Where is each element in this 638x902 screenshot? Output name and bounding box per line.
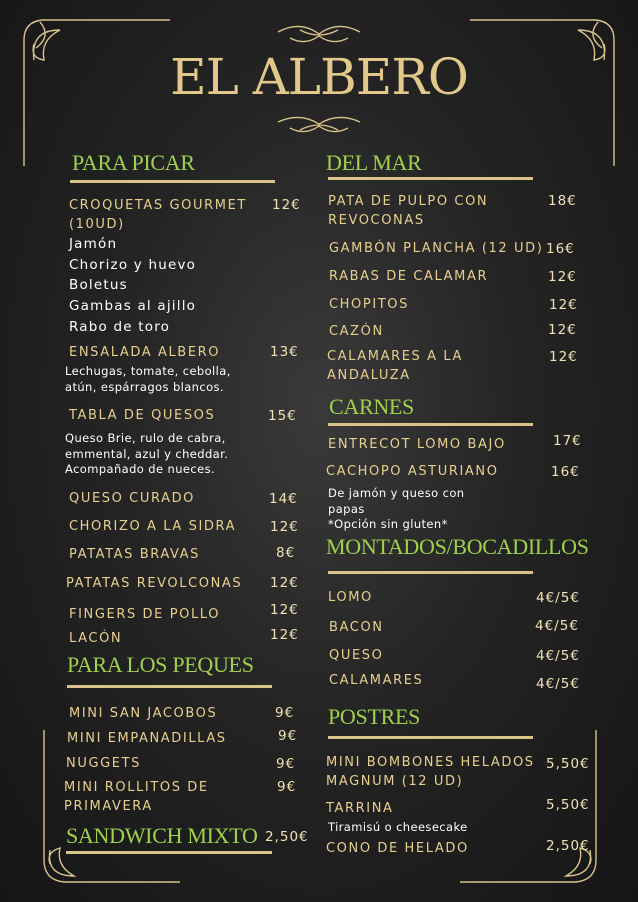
menu-item: CHOPITOS: [329, 297, 409, 312]
section-divider: [328, 736, 533, 739]
price: 12€: [548, 322, 577, 338]
price: 9€: [275, 705, 295, 721]
croquetas-flavor: Rabo de toro: [69, 319, 171, 335]
croquetas-flavor: Jamón: [69, 236, 118, 252]
menu-item: MINI BOMBONES HELADOS MAGNUM (12 UD): [326, 755, 535, 789]
price: 9€: [277, 779, 297, 795]
section-heading-para-picar: PARA PICAR: [72, 150, 195, 175]
price: 16€: [546, 241, 575, 257]
section-divider: [67, 685, 272, 688]
price: 2,50€: [546, 838, 590, 854]
menu-item: CAZÓN: [329, 324, 384, 339]
menu-item: RABAS DE CALAMAR: [329, 269, 489, 284]
section-heading-peques: PARA LOS PEQUES: [67, 652, 254, 677]
croquetas-flavor: Chorizo y huevo: [69, 257, 197, 273]
section-divider: [70, 180, 275, 183]
price: 5,50€: [546, 797, 590, 813]
section-divider: [328, 423, 533, 426]
price: 16€: [551, 464, 580, 480]
menu-item: ENTRECOT LOMO BAJO: [328, 437, 506, 452]
menu-item: PATA DE PULPO CON REVOCONAS: [328, 194, 489, 228]
menu-item: CALAMARES A LA ANDALUZA: [327, 349, 464, 383]
menu-item: CONO DE HELADO: [326, 841, 469, 856]
menu-item: BACON: [329, 620, 384, 635]
section-heading-sandwich: SANDWICH MIXTO: [66, 823, 258, 848]
price: 4€/5€: [536, 590, 580, 606]
price: 18€: [548, 193, 577, 209]
tabla-description: Queso Brie, rulo de cabra, emmental, azul y cheddar. Acompañado de nueces.: [65, 431, 229, 476]
section-heading-montados: MONTADOS/BOCADILLOS: [326, 534, 589, 559]
tarrina-description: Tiramisú o cheesecake: [328, 820, 468, 834]
menu-item-croquetas: CROQUETAS GOURMET (10UD): [69, 198, 247, 232]
price: 12€: [270, 575, 299, 591]
menu-item: PATATAS REVOLCONAS: [66, 576, 243, 591]
price: 12€: [270, 602, 299, 618]
section-heading-del-mar: DEL MAR: [326, 150, 422, 175]
menu-item: GAMBÓN PLANCHA (12 UD): [329, 241, 544, 256]
price: 17€: [553, 433, 582, 449]
menu-item: MINI SAN JACOBOS: [69, 706, 218, 721]
price: 12€: [549, 349, 578, 365]
price: 5,50€: [546, 756, 590, 772]
menu-item: FINGERS DE POLLO: [69, 607, 221, 622]
menu-item: TARRINA: [326, 801, 394, 816]
menu-item: PATATAS BRAVAS: [69, 547, 201, 562]
restaurant-title: EL ALBERO: [170, 48, 468, 106]
menu-item: CHORIZO A LA SIDRA: [69, 519, 237, 534]
croquetas-flavor: Boletus: [69, 277, 128, 293]
section-heading-postres: POSTRES: [328, 704, 421, 729]
price: 12€: [548, 269, 577, 285]
section-divider: [328, 177, 533, 180]
price-ensalada: 13€: [270, 344, 299, 360]
croquetas-flavor: Gambas al ajillo: [69, 298, 197, 314]
price: 12€: [549, 297, 578, 313]
price: 12€: [270, 519, 299, 535]
menu-item: QUESO: [329, 648, 384, 663]
menu-item-ensalada: ENSALADA ALBERO: [69, 345, 221, 360]
section-divider: [66, 851, 272, 854]
menu-item: NUGGETS: [66, 756, 141, 771]
menu-item: CACHOPO ASTURIANO: [326, 464, 499, 479]
gluten-free-note: *Opción sin gluten*: [328, 517, 448, 531]
price: 4€/5€: [536, 648, 580, 664]
section-heading-carnes: CARNES: [329, 394, 414, 419]
price: 8€: [276, 545, 296, 561]
menu-item: LACÓN: [69, 631, 123, 646]
menu-item-tabla-quesos: TABLA DE QUESOS: [69, 408, 216, 423]
price-tabla-quesos: 15€: [268, 408, 297, 424]
price: 4€/5€: [536, 676, 580, 692]
menu-item: QUESO CURADO: [69, 491, 196, 506]
menu-item: CALAMARES: [329, 673, 424, 688]
price-croquetas: 12€: [272, 197, 301, 213]
menu-item: MINI EMPANADILLAS: [67, 731, 227, 746]
price: 12€: [270, 627, 299, 643]
price: 14€: [269, 491, 298, 507]
menu-item: LOMO: [328, 590, 373, 605]
price: 9€: [276, 756, 296, 772]
price: 4€/5€: [535, 618, 579, 634]
section-divider: [328, 571, 533, 574]
ensalada-description: Lechugas, tomate, cebolla, atún, espárragos blancos.: [65, 364, 231, 394]
price: 9€: [278, 728, 298, 744]
cachopo-description: De jamón y queso con papas: [328, 486, 465, 516]
price-sandwich: 2,50€: [265, 829, 309, 845]
menu-item: MINI ROLLITOS DE PRIMAVERA: [64, 780, 209, 814]
